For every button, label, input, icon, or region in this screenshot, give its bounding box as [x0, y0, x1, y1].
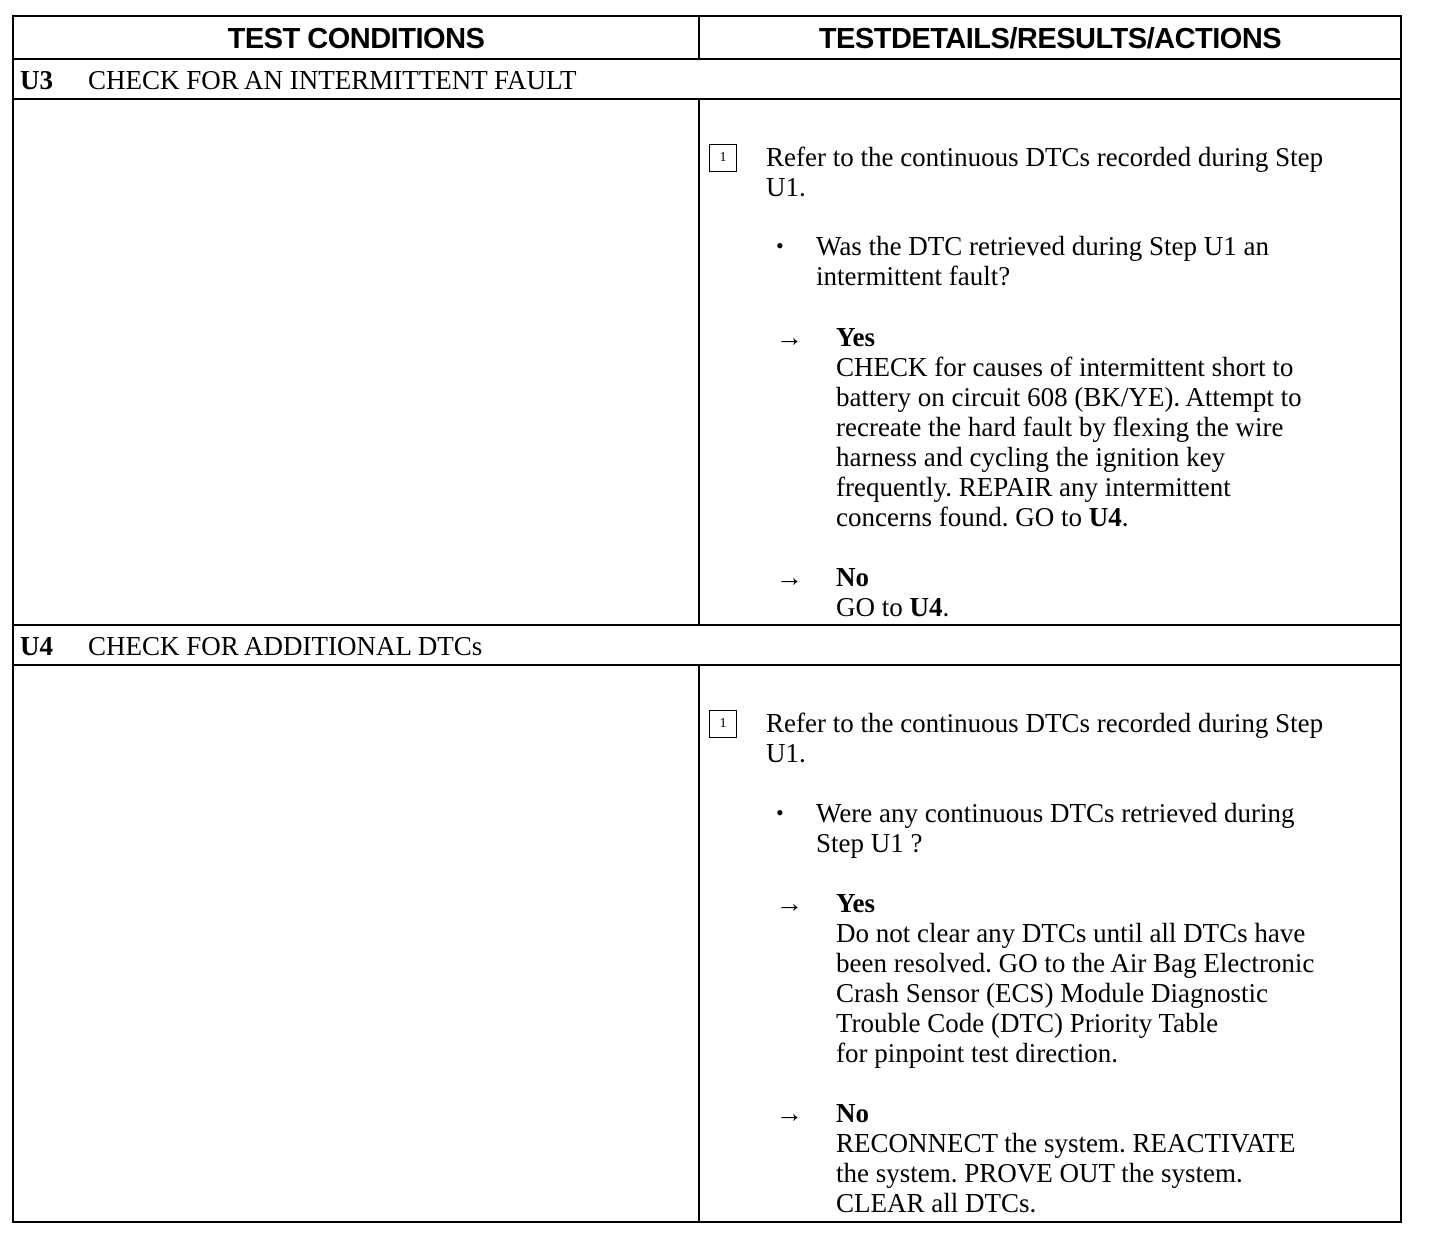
- header-test-conditions: TEST CONDITIONS: [227, 23, 485, 55]
- no-label: No: [836, 1098, 869, 1128]
- arrow-right-icon: →: [776, 322, 803, 352]
- question-line: Were any continuous DTCs retrieved during: [816, 798, 1295, 828]
- arrow-right-icon: →: [776, 1098, 803, 1128]
- yes-line: Do not clear any DTCs until all DTCs have: [836, 918, 1306, 948]
- yes-line: frequently. REPAIR any intermittent: [836, 472, 1231, 502]
- instruction-line: Refer to the continuous DTCs recorded during Step: [766, 708, 1324, 738]
- step-title: CHECK FOR AN INTERMITTENT FAULT: [88, 65, 577, 95]
- no-text: GO to: [836, 592, 910, 622]
- header-test-details: TESTDETAILS/RESULTS/ACTIONS: [818, 23, 1282, 55]
- goto-step-link: U4: [909, 592, 943, 622]
- step-code: U3: [20, 65, 53, 95]
- yes-line: been resolved. GO to the Air Bag Electronic: [836, 948, 1315, 978]
- step-code: U4: [20, 631, 53, 661]
- yes-label: Yes: [836, 322, 875, 352]
- yes-line: for pinpoint test direction.: [836, 1038, 1118, 1068]
- period: .: [1121, 502, 1129, 532]
- step-title-row-u4: [20, 626, 482, 666]
- step-title-row-u3: [20, 60, 577, 100]
- question-line: Was the DTC retrieved during Step U1 an: [816, 231, 1269, 261]
- yes-line: Trouble Code (DTC) Priority Table: [836, 1008, 1219, 1038]
- instruction-line: Refer to the continuous DTCs recorded during Step: [766, 142, 1324, 172]
- yes-line: recreate the hard fault by flexing the wire: [836, 412, 1284, 442]
- no-line: [836, 592, 949, 622]
- yes-label: Yes: [836, 888, 875, 918]
- no-label: No: [836, 562, 869, 592]
- step-details-u4: [700, 666, 1400, 1223]
- no-line: CLEAR all DTCs.: [836, 1188, 1037, 1218]
- step-details-u3: [700, 100, 1400, 624]
- diagnostic-table: [12, 15, 1402, 1223]
- no-line: RECONNECT the system. REACTIVATE: [836, 1128, 1296, 1158]
- arrow-right-icon: →: [776, 888, 803, 918]
- arrow-right-icon: →: [776, 562, 803, 592]
- step-title: CHECK FOR ADDITIONAL DTCs: [88, 631, 483, 661]
- period: .: [942, 592, 950, 622]
- goto-step-link: U4: [1088, 502, 1122, 532]
- question-line: Step U1 ?: [816, 828, 923, 858]
- yes-line: CHECK for causes of intermittent short to: [836, 352, 1294, 382]
- yes-text: concerns found. GO to: [836, 502, 1089, 532]
- instruction-line: U1.: [766, 738, 806, 768]
- step-number-box: 1: [709, 710, 737, 738]
- question-line: intermittent fault?: [816, 261, 1011, 291]
- yes-line: [836, 502, 1128, 532]
- yes-line: harness and cycling the ignition key: [836, 442, 1226, 472]
- divider: [698, 17, 700, 60]
- yes-line: Crash Sensor (ECS) Module Diagnostic: [836, 978, 1268, 1008]
- bullet-icon: •: [776, 800, 784, 825]
- no-line: the system. PROVE OUT the system.: [836, 1158, 1243, 1188]
- step-number-box: 1: [709, 144, 737, 172]
- yes-line: battery on circuit 608 (BK/YE). Attempt to: [836, 382, 1302, 412]
- instruction-line: U1.: [766, 172, 806, 202]
- bullet-icon: •: [776, 233, 784, 258]
